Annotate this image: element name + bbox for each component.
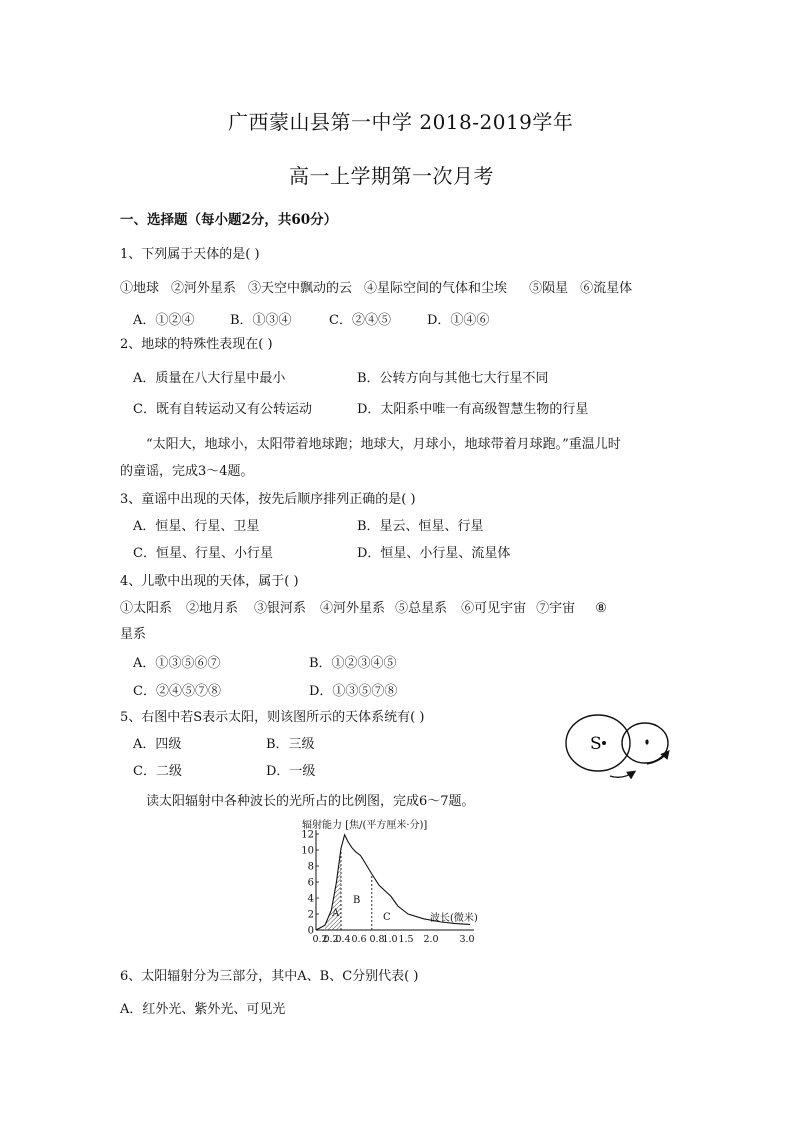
q3-option-b: B．星云、恒星、行星 (357, 519, 484, 534)
q4-option-c: C．②④⑤⑦⑧ (133, 684, 221, 699)
q4-item: ④河外星系 (320, 601, 386, 616)
x-tick-label: 0.6 (351, 934, 367, 945)
q1-option-a: A．①②④ (133, 313, 195, 328)
q4-option-b: B．①②③④⑤ (309, 656, 397, 671)
x-tick-label: 1.5 (398, 934, 414, 945)
y-tick-label: 12 (301, 829, 314, 841)
q1-item: ⑤陨星 (529, 281, 569, 296)
q4-item: ②地月系 (186, 601, 239, 616)
q4-item: ③银河系 (254, 601, 307, 616)
exam-title: 高一上学期第一次月考 (289, 164, 494, 188)
q2-option-c: C．既有自转运动又有公转运动 (133, 402, 312, 417)
x-tick-label: 1.0 (382, 934, 398, 945)
q1-option-c: C．②④⑤ (329, 313, 391, 328)
q1-item: ④星际空间的气体和尘埃 (364, 281, 508, 296)
q5-option-d: D．一级 (266, 764, 316, 779)
y-tick-label: 6 (307, 877, 314, 889)
y-tick-label: 4 (307, 893, 314, 905)
solar-radiation-chart (296, 813, 496, 948)
region-label-c: C (383, 912, 391, 923)
q1-item: ③天空中飘动的云 (248, 281, 353, 296)
exam-school-title: 广西蒙山县第一中学 2018-2019学年 (228, 110, 574, 134)
q4-item: ⑥可见宇宙 (461, 601, 527, 616)
y-tick-label: 2 (307, 909, 314, 921)
q6-option-a: A．红外光、紫外光、可见光 (120, 1002, 286, 1017)
y-axis-title: 辐射能力 [焦/(平方厘米·分)] (302, 820, 428, 831)
passage-6-7: 读太阳辐射中各种波长的光所占的比例图，完成6～7题。 (146, 794, 475, 809)
q2-option-a: A．质量在八大行星中最小 (133, 371, 286, 386)
x-tick-label: 3.0 (459, 934, 475, 945)
sun-label: S (590, 734, 602, 754)
q5-option-b: B．三级 (266, 737, 315, 752)
q1-item: ②河外星系 (171, 281, 237, 296)
x-tick-label: 0.2 (323, 934, 339, 945)
q2-option-d: D．太阳系中唯一有高级智慧生物的行星 (357, 402, 589, 417)
passage-3-4-line2: 的童谣，完成3～4题。 (120, 464, 254, 479)
q1-option-d: D．①④⑥ (427, 313, 490, 328)
q4-item: ①太阳系 (120, 601, 173, 616)
question-4-items-cont: 星系 (120, 627, 147, 642)
q4-item: ⑧ (595, 601, 607, 616)
question-6-stem: 6、太阳辐射分为三部分，其中A、B、C分别代表( ) (120, 969, 419, 984)
q4-option-d: D．①③⑤⑦⑧ (309, 684, 398, 699)
q5-option-c: C．二级 (133, 764, 182, 779)
question-2-stem: 2、地球的特殊性表现在( ) (120, 337, 273, 352)
x-tick-label: 0.2 (312, 934, 328, 945)
celestial-system-figure (560, 710, 680, 785)
q3-option-a: A．恒星、行星、卫星 (133, 519, 260, 534)
q1-option-b: B．①③④ (230, 313, 292, 328)
earth-orbit-circle (622, 723, 668, 763)
y-tick-label: 0 (307, 925, 314, 937)
section-heading: 一、选择题（每小题2分，共60分） (120, 212, 338, 228)
x-axis-title: 波长(微米) (430, 913, 478, 924)
earth-dot (645, 739, 648, 744)
q2-option-b: B．公转方向与其他七大行星不同 (357, 371, 549, 386)
orbit-arrow (610, 772, 634, 777)
x-tick-label: 0.8 (369, 934, 385, 945)
q4-option-a: A．①③⑤⑥⑦ (133, 656, 221, 671)
x-tick-label: 2.0 (423, 934, 439, 945)
q1-item: ⑥流星体 (580, 281, 633, 296)
question-5-stem: 5、右图中若S表示太阳，则该图所示的天体系统有( ) (120, 710, 425, 725)
sun-dot (602, 741, 606, 745)
q4-item: ⑦宇宙 (536, 601, 576, 616)
passage-3-4-line1: “太阳大，地球小，太阳带着地球跑；地球大，月球小，地球带着月球跑。”重温儿时 (146, 437, 621, 452)
region-label-b: B (353, 895, 361, 906)
question-4-stem: 4、儿歌中出现的天体，属于( ) (120, 574, 299, 589)
y-tick-label: 10 (301, 845, 314, 857)
q3-option-d: D．恒星、小行星、流星体 (357, 546, 511, 561)
region-label-a: A (332, 908, 340, 919)
q3-option-c: C．恒星、行星、小行星 (133, 546, 273, 561)
question-4-items (120, 597, 607, 616)
question-1-stem: 1、下列属于天体的是( ) (120, 247, 260, 262)
y-tick-label: 8 (307, 861, 314, 873)
q4-item: ⑤总星系 (395, 601, 448, 616)
question-1-items (120, 277, 632, 296)
q1-item: ①地球 (120, 281, 160, 296)
q5-option-a: A．四级 (133, 737, 182, 752)
question-3-stem: 3、童谣中出现的天体，按先后顺序排列正确的是( ) (120, 492, 416, 507)
x-tick-label: 0.4 (335, 934, 351, 945)
